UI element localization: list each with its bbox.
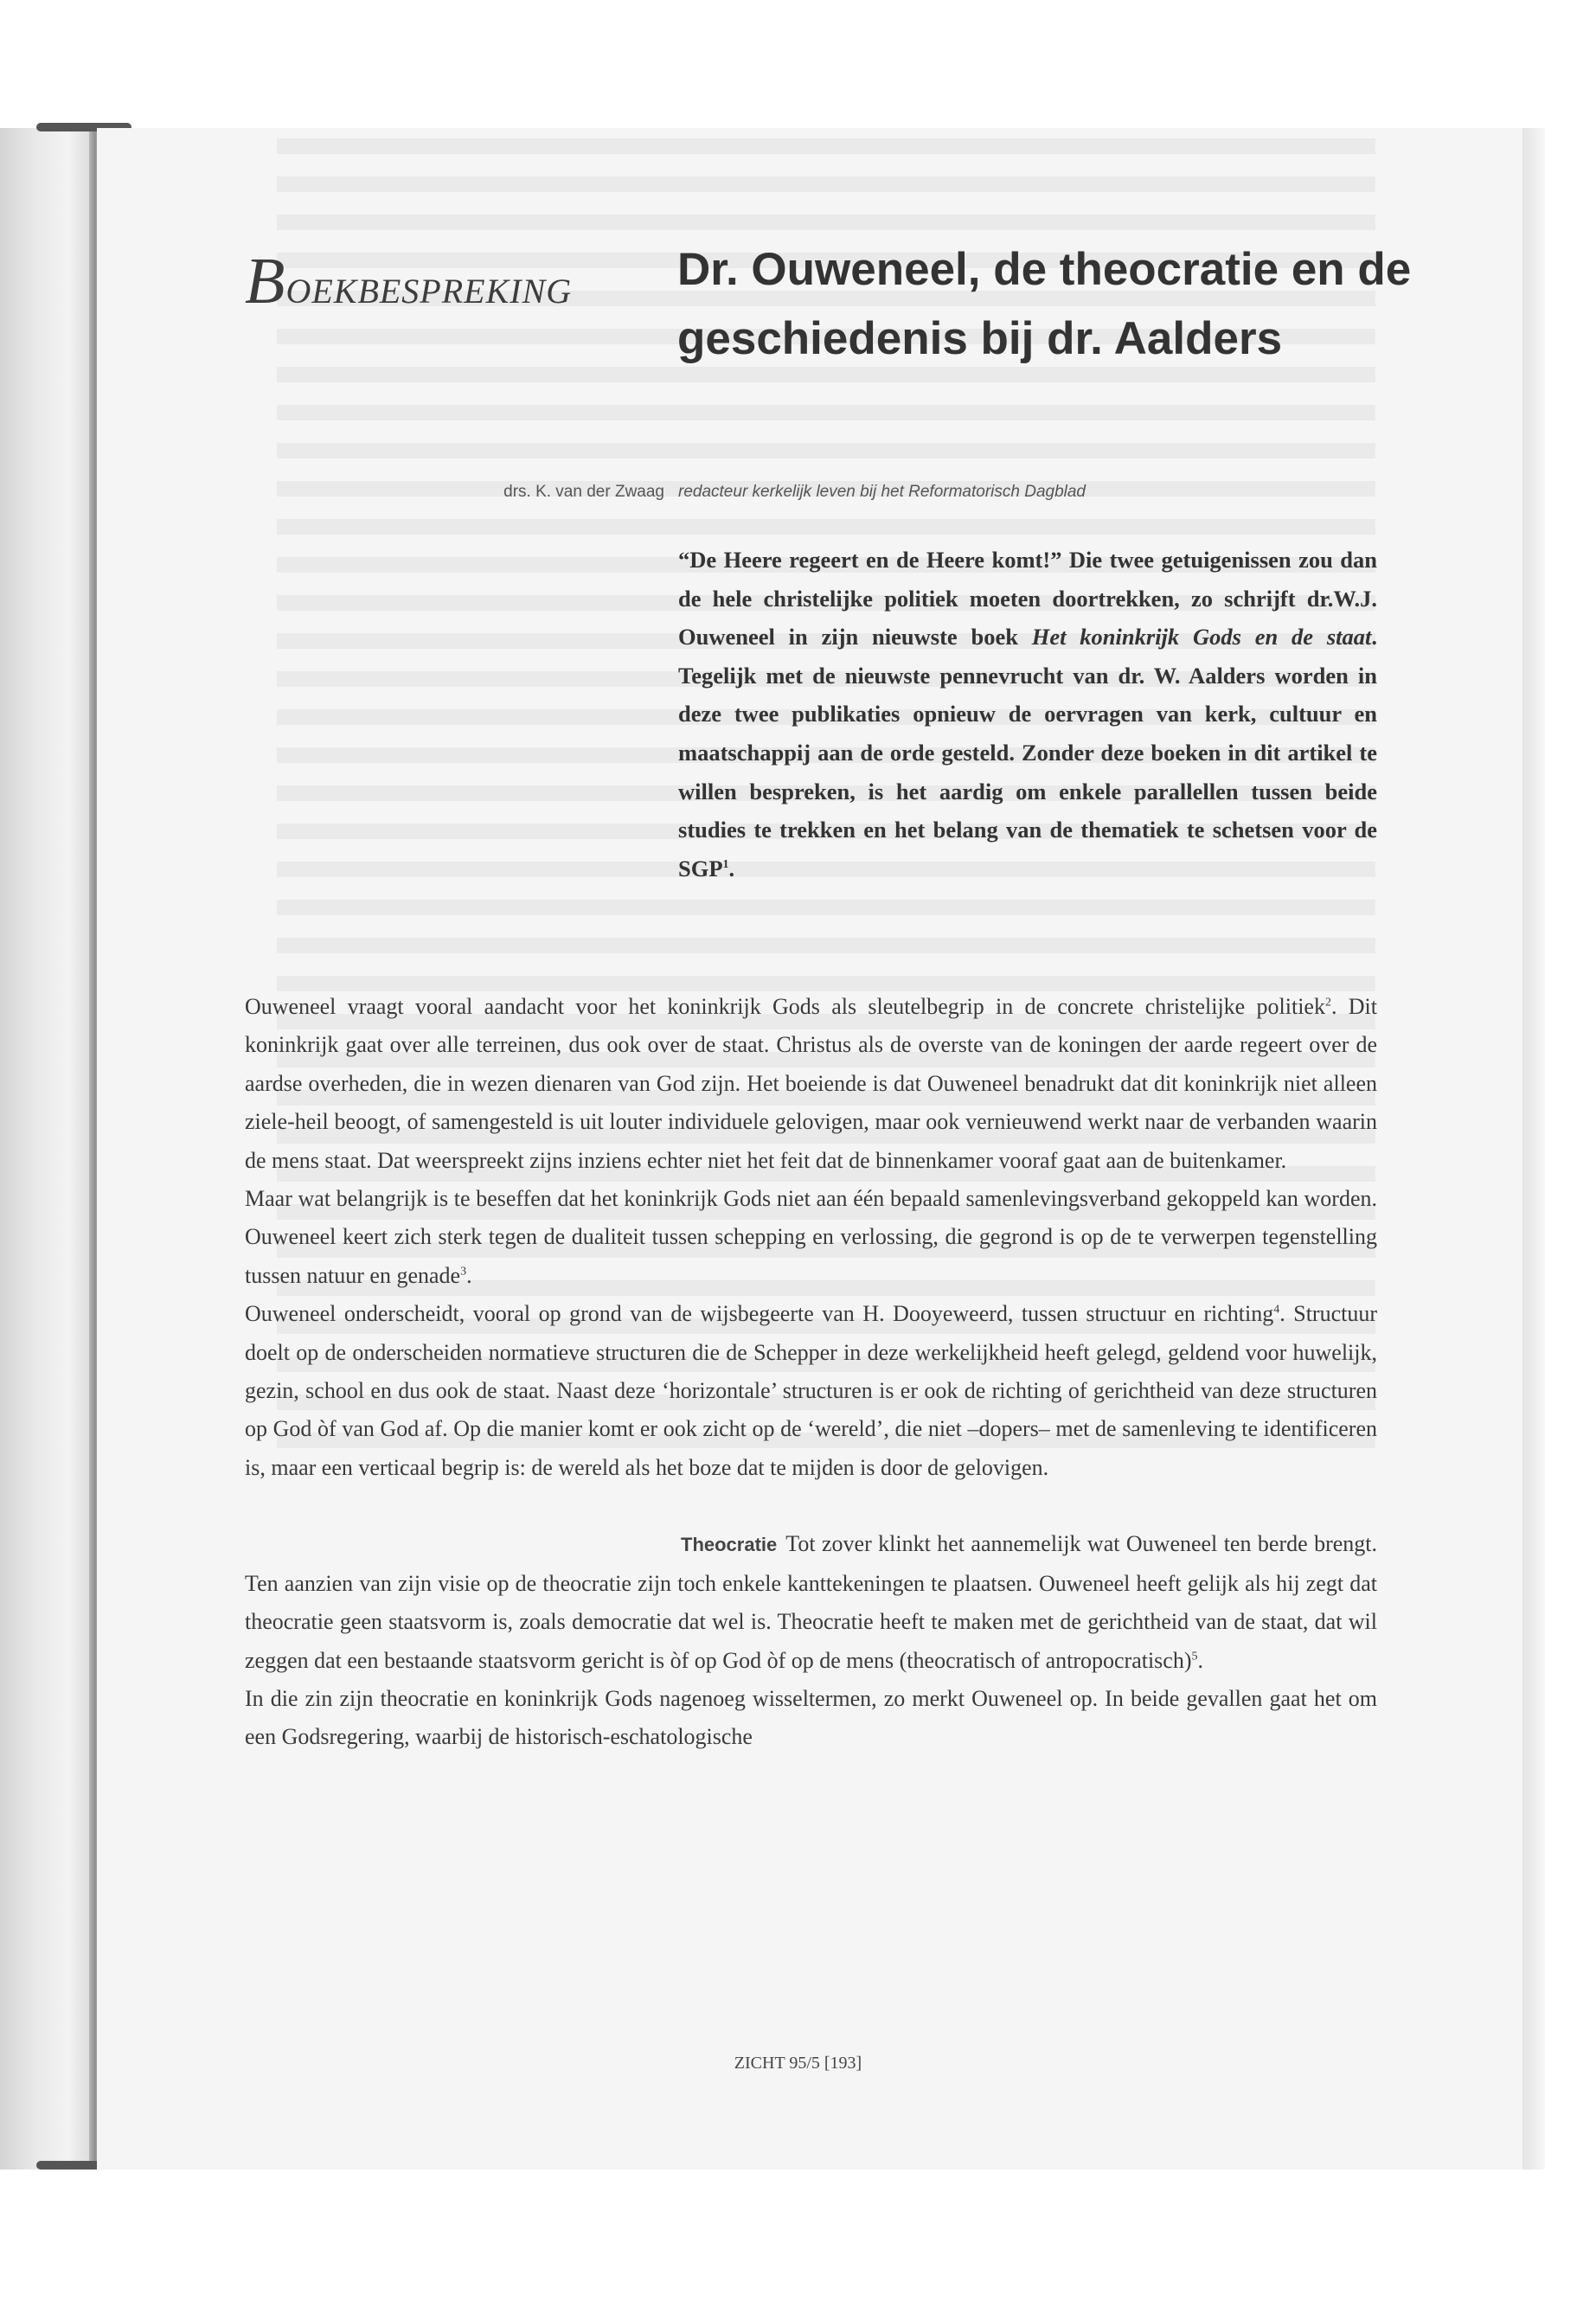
footnote-ref-3: 3 [460,1265,467,1279]
p1-text-a: Ouweneel vraagt vooral aandacht voor het koninkrijk Gods als sleutelbegrip in de concrete christelijke politiek [245,994,1325,1019]
body-paragraph-2 [245,1180,1377,1295]
page-footer: ZICHT 95/5 [193] [734,2054,862,2073]
author-name: drs. K. van der Zwaag [503,483,664,501]
p4-text-a: Tot zover klinkt het aannemelijk wat Ouweneel ten berde brengt. Ten aanzien van zijn visie op de theocratie zijn toch enkele kanttekeningen te plaatsen. Ouweneel heeft gelijk als hij zegt dat theocratie geen staatsvorm is, zoals democratie dat wel is. Theocratie heeft te maken met de gerichtheid van de staat, dat wil zeggen dat een bestaande staatsvorm gericht is òf op God òf op de mens (theocratisch of antropocratisch) [245,1531,1377,1673]
lead-text-end: . Tegelijk met de nieuwste pennevrucht van dr. W. Aalders worden in deze twee publikaties opnieuw de oervragen van kerk, cultuur en maatschappij aan de orde gesteld. Zonder deze boeken in dit artikel te willen bespreken, is het aardig om enkele parallellen tussen beide studies te trekken en het belang van de thematiek te schetsen voor de SGP [678,624,1377,881]
lead-period: . [728,855,735,881]
body-paragraph-5: In die zin zijn theocratie en koninkrijk Gods nagenoeg wisseltermen, zo merkt Ouweneel op. In beide gevallen gaat het om een Godsregering, waarbij de historisch-eschatologische [245,1685,1377,1750]
body-paragraph-4 [245,1525,1377,1680]
section-label-rest: OEKBESPREKING [285,272,573,311]
article-title: Dr. Ouweneel, de theocratie en de geschiedenis bij dr. Aalders [677,244,1412,364]
p2-text-a: Maar wat belangrijk is te beseffen dat het koninkrijk Gods niet aan één bepaald samenlevingsverband gekoppeld kan worden. Ouweneel keert zich sterk tegen de dualiteit tussen schepping en verlossing, die gegrond is op de te verwerpen tegenstelling tussen natuur en genade [245,1186,1377,1288]
footnote-ref-1: 1 [722,857,729,871]
article-body [245,988,1377,1757]
p4-text-b: . [1197,1647,1204,1673]
lead-paragraph [678,541,1377,888]
subheading-theocratie: Theocratie [681,1534,778,1556]
footnote-ref-4: 4 [1273,1303,1280,1317]
spiral-binding-strip [0,128,91,2170]
p3-text-b: . Structuur doelt op de onderscheiden normatieve structuren die de Schepper in deze werkelijkheid heeft gelegd, geldend voor huwelijk, gezin, school en dus ook de staat. Naast deze ‘horizontale’ structuren is er ook de richting of gerichtheid van deze structuren op God òf van God af. Op die manier komt er ook zicht op de ‘wereld’, die niet –dopers– met de samenleving te identificeren is, maar een verticaal begrip is: de wereld als het boze dat te mijden is door de gelovigen. [245,1301,1377,1480]
p2-text-b: . [466,1262,472,1288]
body-paragraph-1 [245,988,1377,1180]
footnote-ref-2: 2 [1324,996,1331,1009]
lead-text-start: “De Heere regeert en de Heere komt!” Die twee getuigenissen zou dan de hele christelijke politiek moeten doortrekken, zo schrijft dr.W.J. Ouweneel in zijn nieuwste boek [678,547,1377,651]
p1-text-b: . Dit koninkrijk gaat over alle terreinen, dus ook over de staat. Christus als de overste van de koningen der aarde regeert over de aardse overheden, die in wezen dienaren van God zijn. Het boeiende is dat Ouweneel benadrukt dat dit koninkrijk niet alleen ziele-heil beoogt, of samengesteld is uit louter individuele gelovigen, maar ook vernieuwend werkt naar de verbanden waarin de mens staat. Dat weerspreekt zijns inziens echter niet het feit dat de binnenkamer vooraf gaat aan de buitenkamer. [245,994,1377,1173]
section-label-initial: B [245,245,286,317]
footnote-ref-5: 5 [1191,1649,1198,1663]
lead-book-title: Het koninkrijk Gods en de staat [1031,624,1372,651]
page-stack-edge [1521,128,1545,2170]
body-paragraph-3 [245,1295,1377,1487]
p3-text-a: Ouweneel onderscheidt, vooral op grond van de wijsbegeerte van H. Dooyeweerd, tussen structuur en richting [245,1301,1274,1327]
author-role: redacteur kerkelijk leven bij het Reformatorisch Dagblad [678,483,1086,501]
section-label [245,244,572,319]
